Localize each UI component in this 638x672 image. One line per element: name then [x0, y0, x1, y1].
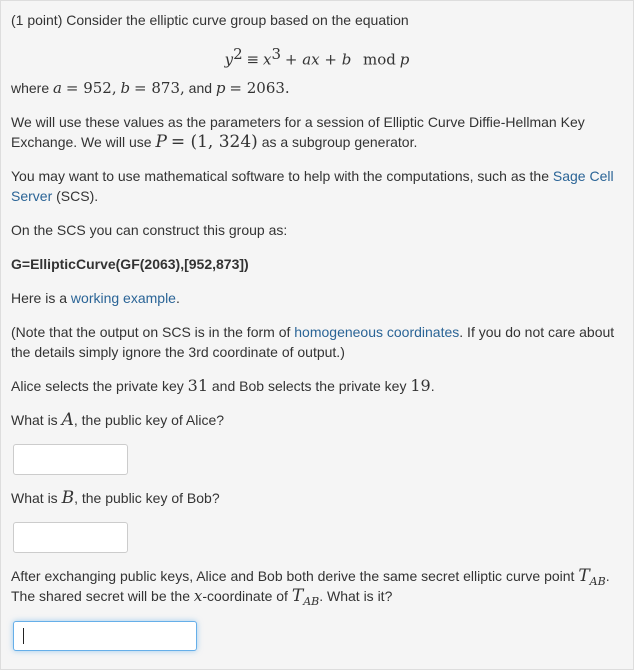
- ecdh-line-2: [11, 132, 621, 152]
- homogeneous-coordinates-link[interactable]: homogeneous coordinates: [294, 324, 460, 340]
- qb-pre: What is: [11, 490, 58, 506]
- ecdh-line-1: [11, 112, 621, 132]
- example-pre: Here is a: [11, 290, 68, 306]
- private-keys-line: [11, 376, 621, 396]
- eq-y: y: [224, 50, 234, 69]
- eq-mod: mod: [363, 50, 396, 69]
- alice-public-key-input[interactable]: [13, 444, 128, 475]
- generator-point: = (1, 324): [170, 132, 258, 152]
- scs-intro: [11, 220, 621, 240]
- value-b: = 873,: [134, 79, 185, 97]
- shared-secret-input[interactable]: [13, 621, 197, 651]
- note-post: . If you do not care about: [459, 324, 615, 340]
- eq-p: p: [399, 50, 410, 69]
- secret-mid: -coordinate of: [202, 588, 288, 604]
- var-b: b: [120, 79, 131, 97]
- eq-exp3: 3: [271, 45, 282, 63]
- scs-abbrev: (SCS).: [56, 188, 99, 204]
- sage-cell-server-link[interactable]: Server: [11, 188, 53, 204]
- var-x: x: [193, 587, 203, 605]
- curve-equation: [1, 43, 633, 71]
- alice-private-key: 31: [187, 376, 208, 395]
- var-B: B: [61, 488, 75, 508]
- header-text: (1 point) Consider the elliptic curve group based on the equation: [11, 12, 409, 28]
- note-pre: (Note that the output on SCS is in the form of: [11, 324, 291, 340]
- var-a: a: [53, 79, 62, 97]
- secret-line-2: [11, 586, 621, 612]
- sub-AB: AB: [589, 574, 606, 588]
- software-line-1: [11, 166, 621, 186]
- software-line-2: [11, 186, 621, 206]
- ecdh-text-3: as a subgroup generator.: [261, 134, 418, 150]
- eq-ax-b: + ax + b: [284, 50, 352, 69]
- var-P: P: [155, 132, 167, 152]
- example-post: .: [175, 290, 180, 306]
- software-text: You may want to use mathematical software to help with the computations, such as the: [11, 168, 549, 184]
- code-text: G=EllipticCurve(GF(2063),[952,873]): [11, 256, 249, 272]
- value-p: = 2063.: [229, 79, 290, 97]
- ecdh-text-2: Exchange. We will use: [11, 134, 152, 150]
- note-line-2: [11, 342, 621, 362]
- var-T-2: T: [291, 586, 304, 606]
- note-text-2: the details simply ignore the 3rd coordinate of output.): [11, 344, 345, 360]
- and-text: and: [188, 80, 213, 96]
- note-line-1: [11, 322, 621, 342]
- ecdh-text-1: We will use these values as the parameters for a session of Elliptic Curve Diffie-Hellman Key: [11, 114, 585, 130]
- working-example-link[interactable]: working example: [70, 290, 176, 306]
- secret-text-2: The shared secret will be the: [11, 588, 190, 604]
- question-a: [11, 410, 621, 430]
- text-caret: [23, 628, 24, 644]
- keys-pre: Alice selects the private key: [11, 378, 184, 394]
- secret-post: .: [605, 568, 610, 584]
- qb-post: , the public key of Bob?: [74, 490, 220, 506]
- qa-post: , the public key of Alice?: [73, 412, 225, 428]
- eq-congruent: ≡: [246, 50, 260, 69]
- sub-AB-2: AB: [303, 594, 320, 608]
- secret-pre: After exchanging public keys, Alice and Bob both derive the same secret elliptic curve point: [11, 568, 575, 584]
- bob-private-key: 19: [410, 376, 431, 395]
- eq-x: x: [263, 50, 272, 69]
- example-line: [11, 288, 621, 308]
- problem-header: [11, 10, 621, 30]
- bob-public-key-input[interactable]: [13, 522, 128, 553]
- sage-cell-link[interactable]: Sage Cell: [552, 168, 614, 184]
- where-line: [11, 78, 621, 98]
- secret-question: . What is it?: [319, 588, 393, 604]
- code-line: [11, 254, 621, 274]
- eq-exp2: 2: [233, 45, 243, 63]
- keys-mid: and Bob selects the private key: [211, 378, 407, 394]
- var-p: p: [215, 79, 226, 97]
- qa-pre: What is: [11, 412, 58, 428]
- value-a: = 952,: [65, 79, 117, 97]
- where-prefix: where: [11, 80, 50, 96]
- question-b: [11, 488, 621, 508]
- scs-intro-text: On the SCS you can construct this group as:: [11, 222, 288, 238]
- var-T: T: [578, 566, 590, 586]
- var-A: A: [61, 410, 74, 430]
- keys-post: .: [430, 378, 435, 394]
